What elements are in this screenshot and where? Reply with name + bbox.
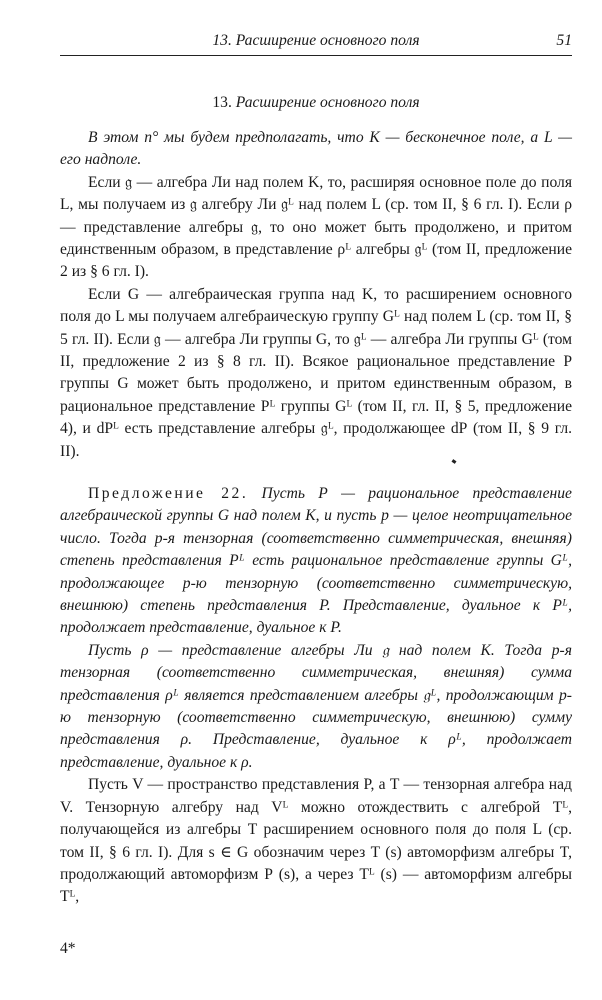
algebraic-group-paragraph: Если G — алгебраическая группа над K, то расширением основного поля до L мы получаем алгебраическую группу Gᴸ над полем L (ср. том II, § 5 гл. II). Если 𝔤 — алгебра Ли группы G, то 𝔤ᴸ — алгебра Ли группы Gᴸ (том II, предложение 2 из § 8 гл. II). Всякое рациональное представление Ρ группы G может быть продолжено, и притом единственным образом, в рациональное представление Ρᴸ группы Gᴸ (том II, гл. II, § 5, предложение 4), и dΡᴸ есть представление алгебры 𝔤ᴸ, продолжающее dΡ (том II, § 9 гл. II). [60,285,572,460]
proposition-paragraph [60,483,572,640]
section-heading [60,92,572,114]
body-text-bottom [60,483,572,909]
signature-mark: 4* [60,940,76,957]
closing-paragraph: Пусть V — пространство представления Ρ, а T — тензорная алгебра над V. Тензорную алгебру над Vᴸ можно отождествить с алгеброй Tᴸ, получающейся из алгебры T расширением основного поля до поля L (ср. том II, § 6 гл. I). Для s ∈ G обозначим через Τ (s) автоморфизм алгебры T, продолжающий автоморфизм Ρ (s), а через Τᴸ (s) — автоморфизм алгебры Tᴸ, [60,776,572,906]
section-title: Расширение основного поля [235,94,420,111]
lie-algebra-paragraph: Если 𝔤 — алгебра Ли над полем K, то, расширяя основное поле до поля L, мы получаем из 𝔤 алгебру Ли 𝔤ᴸ над полем L (ср. том II, § 6 гл. I). Если ρ — представление алгебры 𝔤, то оно может быть продолжено, и притом единственным образом, в представление ρᴸ алгебры 𝔤ᴸ (том II, предложение 2 из § 6 гл. I). [60,173,572,281]
running-head [60,30,572,56]
header-rule [60,55,572,56]
proposition-statement-2: Пусть ρ — представление алгебры Ли 𝔤 над полем K. Тогда p-я тензорная (соответственно симметрическая, внешняя) сумма представления ρᴸ является представлением алгебры 𝔤ᴸ, продолжающим p-ю тензорную (соответственно симметрическую, внешнюю) сумму представления ρ. Представление, дуальное к ρᴸ, продолжает представление, дуальное к ρ. [60,641,572,771]
section-number: 13. [212,94,232,111]
proposition-statement-1: Пусть Ρ — рациональное представление алгебраической группы G над полем K, и пусть p — целое неотрицательное число. Тогда p-я тензорная (соответственно симметрическая, внешняя) степень представления Ρᴸ есть рациональное представление группы Gᴸ, продолжающее p-ю тензорную (соответственно симметрическую, внешнюю) степень представления Ρ. Представление, дуальное к Ρᴸ, продолжает представление, дуальное к Ρ. [60,485,572,637]
intro-paragraph: В этом n° мы будем предполагать, что K — бесконечное поле, а L — его надполе. [60,129,572,169]
running-title: 13. Расширение основного поля [212,32,420,49]
body-text-top [60,127,572,463]
proposition-label: Предложение 22. [88,485,249,502]
page-number: 51 [556,32,572,49]
